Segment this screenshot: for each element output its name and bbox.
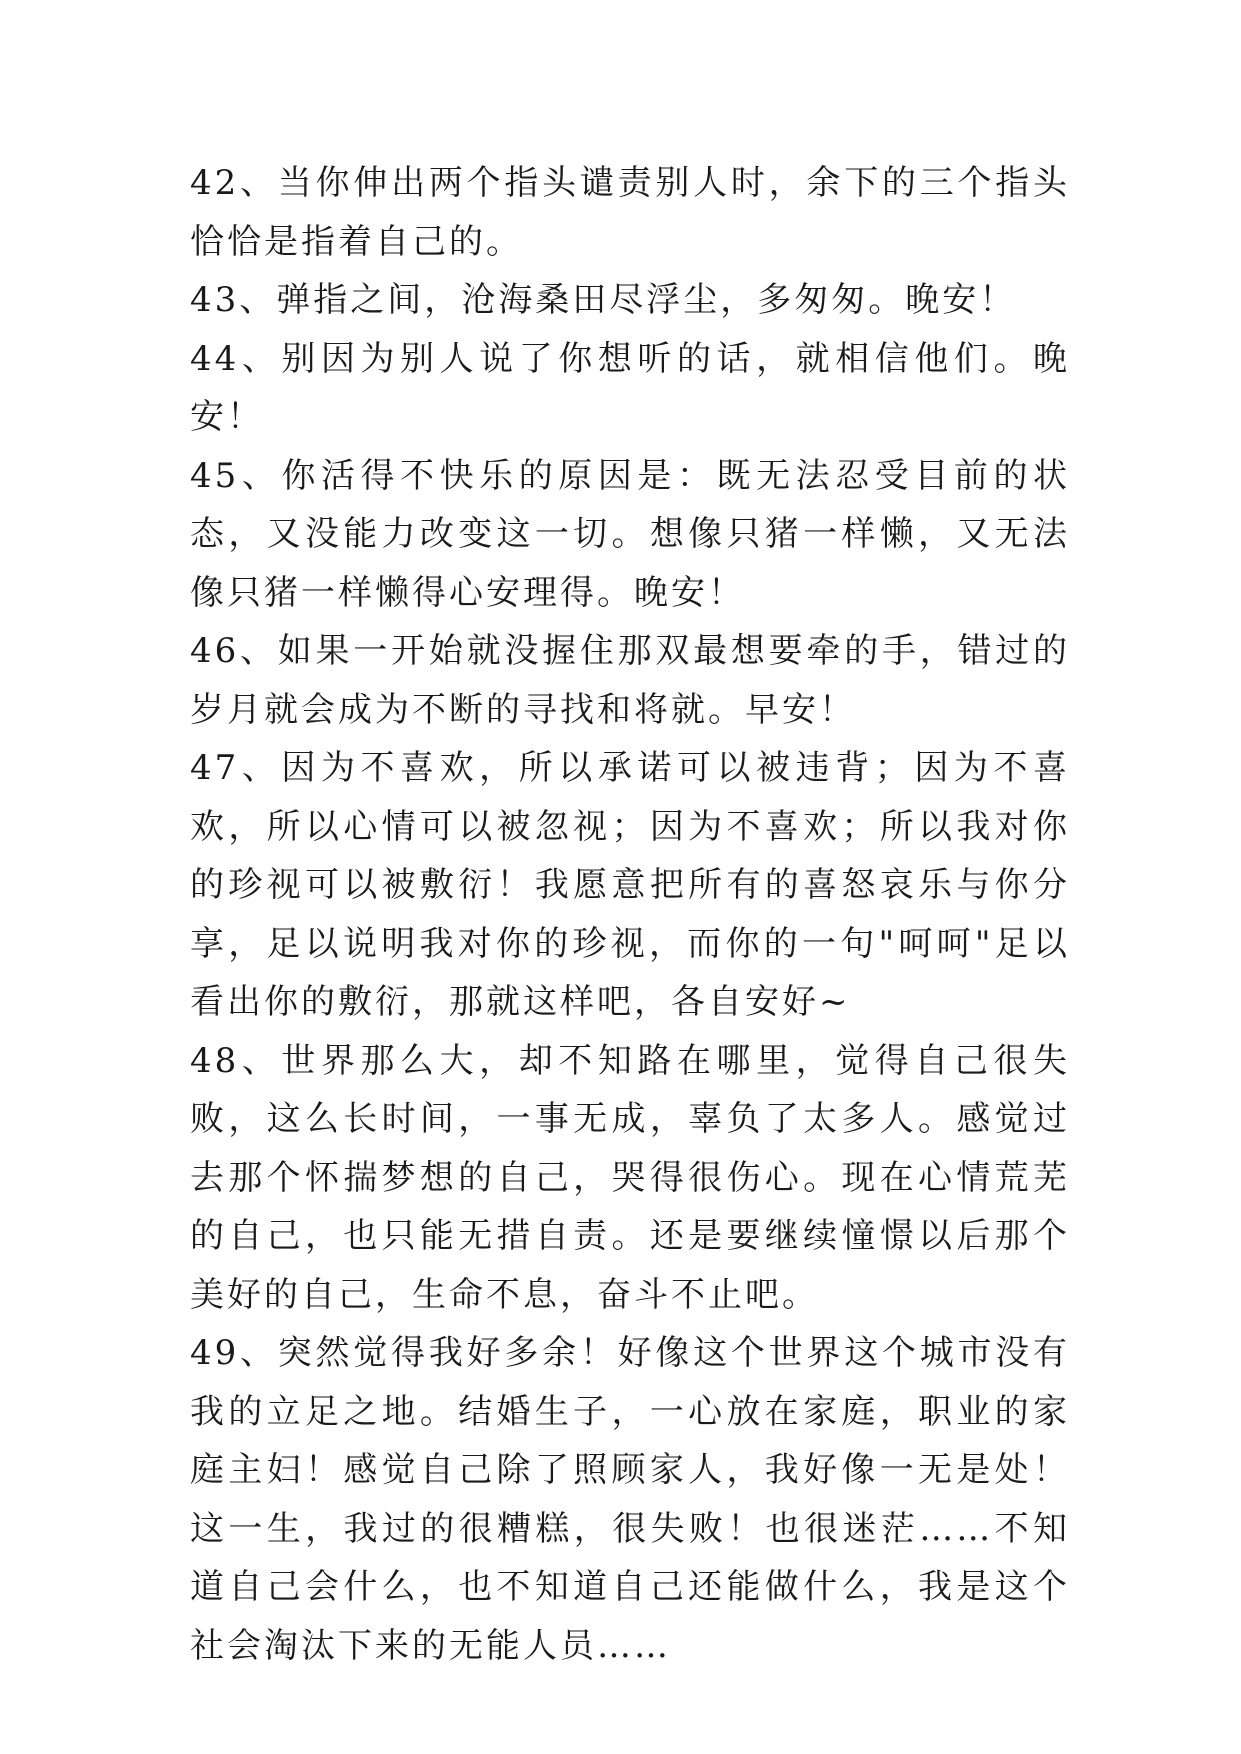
entry-47: 47、因为不喜欢，所以承诺可以被违背；因为不喜欢，所以心情可以被忽视；因为不喜欢；所以我对你的珍视可以被敷衍！我愿意把所有的喜怒哀乐与你分享，足以说明我对你的珍视，而你的一句"呵呵"足以看出你的敷衍，那就这样吧，各自安好~	[190, 748, 1070, 1022]
entry-44: 44、别因为别人说了你想听的话，就相信他们。晚安！	[190, 338, 1070, 437]
entry-49: 49、突然觉得我好多余！好像这个世界这个城市没有我的立足之地。结婚生子，一心放在家庭，职业的家庭主妇！感觉自己除了照顾家人，我好像一无是处！这一生，我过的很糟糕，很失败！也很迷茫……不知道自己会什么，也不知道自己还能做什么，我是这个社会淘汰下来的无能人员……	[190, 1333, 1070, 1666]
entry-42: 42、当你伸出两个指头谴责别人时，余下的三个指头恰恰是指着自己的。	[190, 163, 1070, 262]
entry-48: 48、世界那么大，却不知路在哪里，觉得自己很失败，这么长时间，一事无成，辜负了太多人。感觉过去那个怀揣梦想的自己，哭得很伤心。现在心情荒芜的自己，也只能无措自责。还是要继续憧憬以后那个美好的自己，生命不息，奋斗不止吧。	[190, 1040, 1070, 1315]
entry-43: 43、弹指之间，沧海桑田尽浮尘，多匆匆。晚安！	[190, 280, 1017, 320]
entry-46: 46、如果一开始就没握住那双最想要牵的手，错过的岁月就会成为不断的寻找和将就。早安！	[190, 631, 1070, 730]
document-body	[190, 154, 1070, 1675]
entry-45: 45、你活得不快乐的原因是：既无法忍受目前的状态，又没能力改变这一切。想像只猪一样懒，又无法像只猪一样懒得心安理得。晚安！	[190, 455, 1070, 613]
